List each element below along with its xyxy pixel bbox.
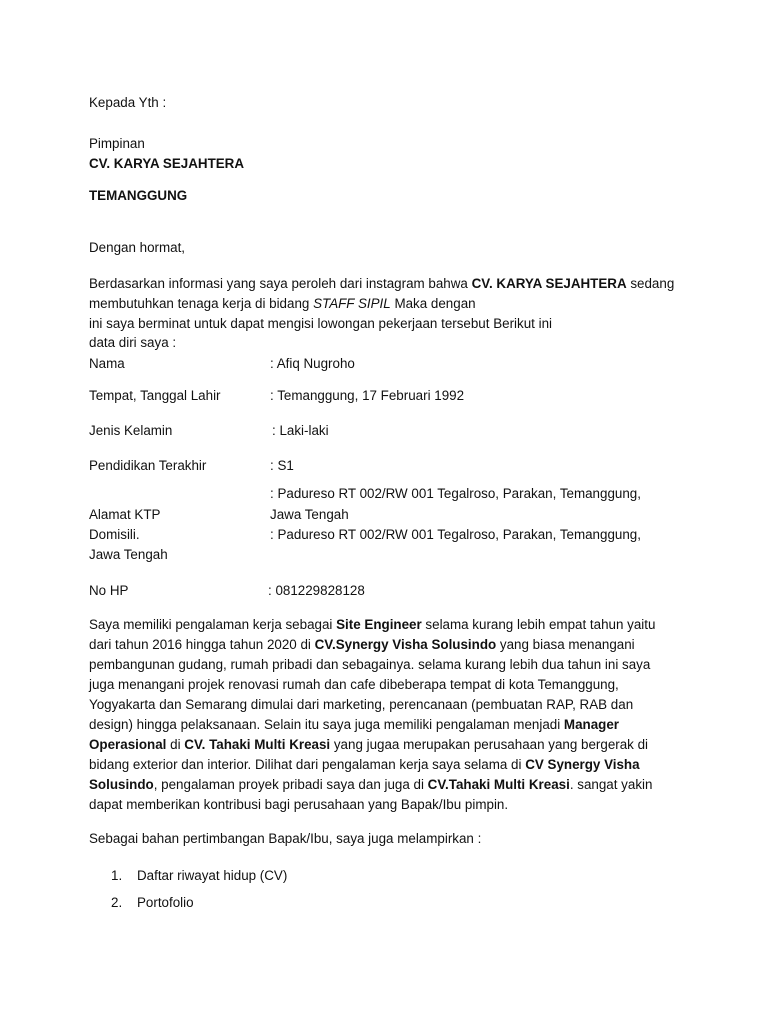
- experience-company: CV.Tahaki Multi Kreasi: [427, 777, 570, 792]
- experience-text: , pengalaman proyek pribadi saya dan juga di: [153, 777, 428, 792]
- name-value: : Afiq Nugroho: [270, 356, 355, 371]
- experience-role: Manager: [563, 717, 619, 732]
- intro-text: Berdasarkan informasi yang saya peroleh dari instagram bahwa: [89, 276, 472, 291]
- experience-line-9: [89, 775, 652, 795]
- domicile-label: Domisili.: [89, 527, 140, 542]
- ktp-address-value: : Padureso RT 002/RW 001 Tegalroso, Parakan, Temanggung,: [270, 486, 641, 501]
- phone-label: No HP: [89, 583, 129, 598]
- experience-text: selama kurang lebih empat tahun yaitu: [421, 617, 656, 632]
- intro-line-1: [89, 274, 674, 294]
- experience-text: yang biasa menangani: [496, 637, 635, 652]
- experience-text: Saya memiliki pengalaman kerja sebagai: [89, 617, 337, 632]
- birth-label: Tempat, Tanggal Lahir: [89, 388, 221, 403]
- experience-role: Operasional: [89, 737, 167, 752]
- experience-line-5: Yogyakarta dan Semarang dimulai dari marketing, perencanaan (pembuatan RAP, RAB dan: [89, 697, 634, 712]
- experience-line-4: juga menangani projek renovasi rumah dan cafe dibeberapa tempat di kota Temanggung,: [89, 677, 619, 692]
- intro-line-3: ini saya berminat untuk dapat mengisi lowongan pekerjaan tersebut Berikut ini: [89, 316, 552, 331]
- experience-text: di: [166, 737, 185, 752]
- salutation: Dengan hormat,: [89, 240, 186, 255]
- experience-line-7: [89, 735, 648, 755]
- experience-line-10: dapat memberikan kontribusi bagi perusahaan yang Bapak/Ibu pimpin.: [89, 797, 509, 812]
- ktp-address-value-2: Jawa Tengah: [270, 507, 349, 522]
- experience-text: . sangat yakin: [569, 777, 653, 792]
- ktp-address-label: Alamat KTP: [89, 507, 161, 522]
- intro-text: Maka dengan: [390, 296, 476, 311]
- experience-text: dari tahun 2016 hingga tahun 2020 di: [89, 637, 315, 652]
- recipient-greeting: Kepada Yth :: [89, 95, 167, 110]
- experience-line-3: pembangunan gudang, rumah pribadi dan sebagainya. selama kurang lebih dua tahun ini saya: [89, 657, 651, 672]
- experience-company: CV. Tahaki Multi Kreasi: [184, 737, 331, 752]
- education-value: : S1: [270, 458, 294, 473]
- recipient-position: Pimpinan: [89, 136, 145, 151]
- domicile-value: : Padureso RT 002/RW 001 Tegalroso, Parakan, Temanggung,: [270, 527, 641, 542]
- attachments-intro: Sebagai bahan pertimbangan Bapak/Ibu, saya juga melampirkan :: [89, 831, 482, 846]
- education-label: Pendidikan Terakhir: [89, 458, 207, 473]
- intro-text: membutuhkan tenaga kerja di bidang: [89, 296, 314, 311]
- intro-position: STAFF SIPIL: [313, 296, 391, 311]
- intro-text: sedang: [626, 276, 675, 291]
- experience-text: design) hingga pelaksanaan. Selain itu saya juga memiliki pengalaman menjadi: [89, 717, 564, 732]
- domicile-value-2: Jawa Tengah: [89, 547, 168, 562]
- list-item: Portofolio: [137, 895, 194, 910]
- intro-line-2: [89, 294, 476, 314]
- recipient-company: CV. KARYA SEJAHTERA: [89, 156, 245, 171]
- experience-company: CV Synergy Visha: [525, 757, 640, 772]
- recipient-city: TEMANGGUNG: [89, 188, 188, 203]
- birth-value: : Temanggung, 17 Februari 1992: [270, 388, 465, 403]
- gender-label: Jenis Kelamin: [89, 423, 173, 438]
- experience-text: bidang exterior dan interior. Dilihat dari pengalaman kerja saya selama di: [89, 757, 526, 772]
- intro-company: CV. KARYA SEJAHTERA: [471, 276, 627, 291]
- list-item-number: 2.: [111, 895, 123, 910]
- list-item-number: 1.: [111, 868, 123, 883]
- experience-line-8: [89, 755, 640, 775]
- experience-line-2: [89, 635, 635, 655]
- experience-line-6: [89, 715, 619, 735]
- experience-line-1: [89, 615, 655, 635]
- experience-company: CV.Synergy Visha Solusindo: [314, 637, 497, 652]
- experience-text: yang jugaa merupakan perusahaan yang bergerak di: [330, 737, 649, 752]
- name-label: Nama: [89, 356, 125, 371]
- experience-company: Solusindo: [89, 777, 154, 792]
- list-item: Daftar riwayat hidup (CV): [137, 868, 288, 883]
- intro-line-4: data diri saya :: [89, 335, 177, 350]
- gender-value: : Laki-laki: [272, 423, 329, 438]
- phone-value: : 081229828128: [268, 583, 365, 598]
- experience-role: Site Engineer: [336, 617, 422, 632]
